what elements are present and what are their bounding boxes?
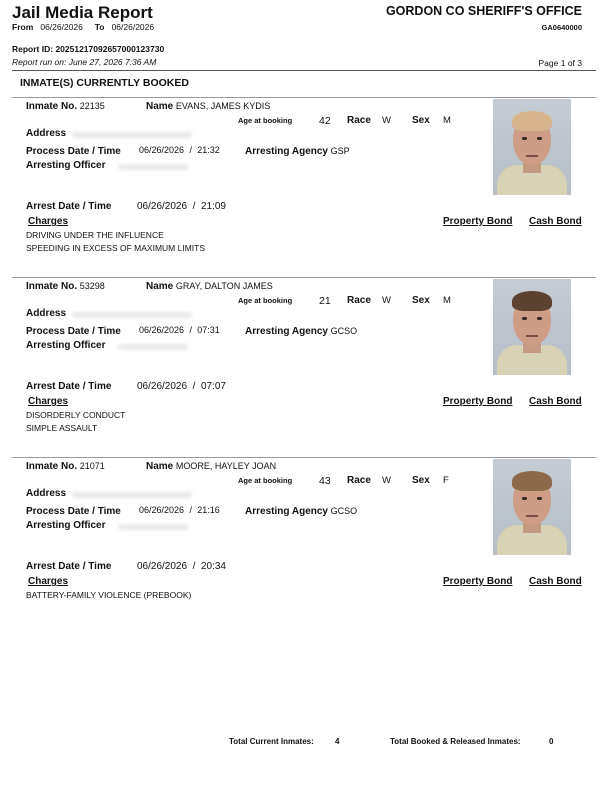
inmate-age: 43 bbox=[319, 475, 331, 487]
total-current-value: 4 bbox=[335, 737, 340, 746]
process-date-label: Process Date / Time bbox=[26, 506, 121, 517]
page-number: Page 1 of 3 bbox=[538, 58, 582, 68]
inmate-divider bbox=[12, 277, 596, 278]
inmate-photo bbox=[493, 459, 571, 555]
property-bond-label: Property Bond bbox=[443, 576, 513, 587]
property-bond-label: Property Bond bbox=[443, 396, 513, 407]
charges-label: Charges bbox=[28, 576, 69, 587]
inmate-no: 22135 bbox=[79, 101, 105, 111]
sex-label: Sex bbox=[412, 295, 430, 306]
charge-item: SPEEDING IN EXCESS OF MAXIMUM LIMITS bbox=[26, 243, 205, 253]
arresting-agency: GSP bbox=[330, 146, 350, 156]
charge-item: DISORDERLY CONDUCT bbox=[26, 410, 126, 420]
address-label: Address bbox=[26, 488, 67, 499]
redacted-address bbox=[72, 312, 192, 318]
report-run-on: Report run on: June 27, 2026 7:36 AM bbox=[12, 57, 157, 67]
total-booked-label: Total Booked & Released Inmates: bbox=[390, 737, 521, 746]
arrest-time: 21:09 bbox=[200, 201, 226, 212]
redacted-officer bbox=[118, 344, 188, 350]
arrest-date: 06/26/2026 bbox=[137, 201, 188, 212]
cash-bond-label: Cash Bond bbox=[529, 576, 582, 587]
total-booked-value: 0 bbox=[549, 737, 554, 746]
charges-label: Charges bbox=[28, 396, 69, 407]
inmate-race: W bbox=[382, 115, 391, 126]
from-label: From bbox=[12, 22, 34, 32]
total-current-label: Total Current Inmates: bbox=[229, 737, 314, 746]
from-date: 06/26/2026 bbox=[40, 22, 83, 32]
arrest-date-label: Arrest Date / Time bbox=[26, 201, 112, 212]
inmate-no-label: Inmate No. bbox=[26, 101, 78, 112]
process-time: 21:16 bbox=[197, 505, 220, 515]
name-label: Name bbox=[146, 461, 174, 472]
process-time: 07:31 bbox=[197, 325, 220, 335]
inmate-sex: M bbox=[443, 115, 451, 126]
inmate-photo bbox=[493, 99, 571, 195]
arrest-time: 20:34 bbox=[200, 561, 226, 572]
agency-id: GA0640000 bbox=[541, 23, 582, 32]
process-date: 06/26/2026 bbox=[139, 505, 185, 515]
inmate-race: W bbox=[382, 295, 391, 306]
sex-label: Sex bbox=[412, 115, 430, 126]
cash-bond-label: Cash Bond bbox=[529, 216, 582, 227]
age-label: Age at booking bbox=[238, 116, 293, 125]
property-bond-label: Property Bond bbox=[443, 216, 513, 227]
arrest-date: 06/26/2026 bbox=[137, 561, 188, 572]
inmate-sex: M bbox=[443, 295, 451, 306]
to-label: To bbox=[94, 22, 105, 32]
inmate-no-label: Inmate No. bbox=[26, 461, 78, 472]
inmate-no: 53298 bbox=[79, 281, 105, 291]
redacted-officer bbox=[118, 164, 188, 170]
arrest-date-label: Arrest Date / Time bbox=[26, 561, 112, 572]
inmate-divider bbox=[12, 97, 596, 98]
report-title: Jail Media Report bbox=[12, 3, 153, 22]
address-label: Address bbox=[26, 128, 67, 139]
process-date-label: Process Date / Time bbox=[26, 326, 121, 337]
inmate-divider bbox=[12, 457, 596, 458]
race-label: Race bbox=[347, 475, 371, 486]
charge-item: DRIVING UNDER THE INFLUENCE bbox=[26, 230, 164, 240]
age-label: Age at booking bbox=[238, 296, 293, 305]
process-date: 06/26/2026 bbox=[139, 325, 185, 335]
process-date-label: Process Date / Time bbox=[26, 146, 121, 157]
name-label: Name bbox=[146, 101, 174, 112]
redacted-address bbox=[72, 132, 192, 138]
arresting-agency: GCSO bbox=[330, 326, 358, 336]
arresting-agency: GCSO bbox=[330, 506, 358, 516]
arresting-agency-label: Arresting Agency bbox=[245, 326, 328, 337]
sex-label: Sex bbox=[412, 475, 430, 486]
inmate-record: Inmate No. 53298 Name GRAY, DALTON JAMES Age at booking 21 Race W Sex M Address Process Date / Time 06/26/2026 / 07:31 Arresting Agency GCSO Arresting Officer Arrest Date / Time 06/26/2026 / 07:07 Charges Property Bond Cash Bond DISORDERLY CONDUCT SIMPLE ASSAULT bbox=[0, 277, 615, 457]
inmate-race: W bbox=[382, 475, 391, 486]
name-label: Name bbox=[146, 281, 174, 292]
race-label: Race bbox=[347, 295, 371, 306]
inmate-age: 42 bbox=[319, 115, 331, 127]
inmate-name: EVANS, JAMES KYDIS bbox=[175, 101, 271, 111]
inmate-sex: F bbox=[443, 475, 449, 486]
report-id: Report ID: 20251217092657000123730 bbox=[12, 44, 165, 54]
inmate-age: 21 bbox=[319, 295, 331, 307]
process-time: 21:32 bbox=[197, 145, 220, 155]
arresting-officer-label: Arresting Officer bbox=[26, 520, 106, 531]
inmate-photo bbox=[493, 279, 571, 375]
redacted-address bbox=[72, 492, 192, 498]
inmate-name: GRAY, DALTON JAMES bbox=[175, 281, 273, 291]
to-date: 06/26/2026 bbox=[111, 22, 155, 32]
process-date: 06/26/2026 bbox=[139, 145, 185, 155]
arresting-agency-label: Arresting Agency bbox=[245, 146, 328, 157]
charge-item: SIMPLE ASSAULT bbox=[26, 423, 98, 433]
charge-item: BATTERY-FAMILY VIOLENCE (PREBOOK) bbox=[26, 590, 192, 600]
address-label: Address bbox=[26, 308, 67, 319]
arrest-date: 06/26/2026 bbox=[137, 381, 188, 392]
section-title: INMATE(S) CURRENTLY BOOKED bbox=[20, 77, 189, 89]
arrest-time: 07:07 bbox=[200, 381, 226, 392]
age-label: Age at booking bbox=[238, 476, 293, 485]
inmate-no: 21071 bbox=[79, 461, 105, 471]
charges-label: Charges bbox=[28, 216, 69, 227]
cash-bond-label: Cash Bond bbox=[529, 396, 582, 407]
race-label: Race bbox=[347, 115, 371, 126]
arresting-officer-label: Arresting Officer bbox=[26, 340, 106, 351]
header-divider bbox=[12, 70, 596, 71]
inmate-record: Inmate No. 22135 Name EVANS, JAMES KYDIS Age at booking 42 Race W Sex M Address Process Date / Time 06/26/2026 / 21:32 Arresting Agency GSP Arresting Officer Arrest Date / Time 06/26/2026 / 21:09 Charges Property Bond Cash Bond DRIVING UNDER THE INFLUENCE SPEEDING IN EXCESS OF MAXIMUM LIMITS bbox=[0, 97, 615, 277]
inmate-name: MOORE, HAYLEY JOAN bbox=[175, 461, 277, 471]
arresting-agency-label: Arresting Agency bbox=[245, 506, 328, 517]
inmate-no-label: Inmate No. bbox=[26, 281, 78, 292]
date-range bbox=[12, 22, 154, 32]
arrest-date-label: Arrest Date / Time bbox=[26, 381, 112, 392]
inmate-record: Inmate No. 21071 Name MOORE, HAYLEY JOAN Age at booking 43 Race W Sex F Address Process Date / Time 06/26/2026 / 21:16 Arresting Agency GCSO Arresting Officer Arrest Date / Time 06/26/2026 / 20:34 Charges Property Bond Cash Bond BATTERY-FAMILY VIOLENCE (PREBOOK) bbox=[0, 457, 615, 637]
arresting-officer-label: Arresting Officer bbox=[26, 160, 106, 171]
redacted-officer bbox=[118, 524, 188, 530]
agency-name: GORDON CO SHERIFF'S OFFICE bbox=[385, 4, 582, 18]
